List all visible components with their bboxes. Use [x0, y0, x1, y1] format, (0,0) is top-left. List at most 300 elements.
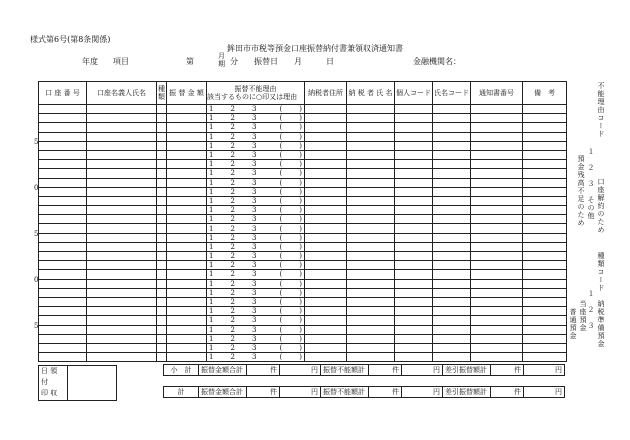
cell-taxpayer-name[interactable]: [347, 169, 395, 178]
cell-personal-code[interactable]: [395, 307, 433, 316]
cell-notice-no[interactable]: [471, 150, 523, 159]
cell-reason[interactable]: [207, 307, 305, 316]
cell-account-name[interactable]: [87, 270, 157, 279]
cell-taxpayer-address[interactable]: [305, 353, 347, 362]
cell-amount[interactable]: [167, 316, 207, 325]
cell-name-code[interactable]: [433, 261, 471, 270]
cell-taxpayer-name[interactable]: [347, 178, 395, 187]
cell-name-code[interactable]: [433, 343, 471, 352]
cell-notice-no[interactable]: [471, 169, 523, 178]
cell-remarks[interactable]: [523, 160, 567, 169]
cell-taxpayer-address[interactable]: [305, 261, 347, 270]
cell-name-code[interactable]: [433, 178, 471, 187]
cell-kind[interactable]: [157, 297, 167, 306]
cell-notice-no[interactable]: [471, 160, 523, 169]
cell-kind[interactable]: [157, 178, 167, 187]
cell-kind[interactable]: [157, 242, 167, 251]
cell-amount[interactable]: [167, 105, 207, 114]
cell-taxpayer-address[interactable]: [305, 288, 347, 297]
cell-reason[interactable]: [207, 141, 305, 150]
cell-account-name[interactable]: [87, 288, 157, 297]
cell-kind[interactable]: [157, 316, 167, 325]
cell-remarks[interactable]: [523, 114, 567, 123]
cell-account-no[interactable]: [39, 316, 87, 325]
cell-amount[interactable]: [167, 178, 207, 187]
cell-taxpayer-address[interactable]: [305, 178, 347, 187]
cell-taxpayer-address[interactable]: [305, 325, 347, 334]
cell-kind[interactable]: [157, 160, 167, 169]
cell-kind[interactable]: [157, 132, 167, 141]
cell-reason[interactable]: [207, 123, 305, 132]
cell-account-no[interactable]: [39, 187, 87, 196]
cell-amount[interactable]: [167, 114, 207, 123]
cell-kind[interactable]: [157, 105, 167, 114]
cell-personal-code[interactable]: [395, 325, 433, 334]
cell-account-no[interactable]: [39, 196, 87, 205]
cell-taxpayer-name[interactable]: [347, 325, 395, 334]
cell-reason[interactable]: [207, 261, 305, 270]
cell-amount[interactable]: [167, 297, 207, 306]
cell-taxpayer-name[interactable]: [347, 288, 395, 297]
subtotal-net-ken[interactable]: 件: [491, 365, 524, 376]
cell-remarks[interactable]: [523, 150, 567, 159]
cell-notice-no[interactable]: [471, 178, 523, 187]
cell-amount[interactable]: [167, 196, 207, 205]
cell-account-no[interactable]: [39, 233, 87, 242]
cell-notice-no[interactable]: [471, 215, 523, 224]
cell-personal-code[interactable]: [395, 343, 433, 352]
cell-personal-code[interactable]: [395, 224, 433, 233]
cell-kind[interactable]: [157, 261, 167, 270]
cell-name-code[interactable]: [433, 141, 471, 150]
cell-taxpayer-address[interactable]: [305, 252, 347, 261]
total-net-ken[interactable]: 件: [491, 387, 524, 398]
cell-notice-no[interactable]: [471, 187, 523, 196]
cell-kind[interactable]: [157, 307, 167, 316]
cell-reason[interactable]: [207, 353, 305, 362]
cell-taxpayer-address[interactable]: [305, 141, 347, 150]
cell-reason[interactable]: [207, 325, 305, 334]
cell-name-code[interactable]: [433, 334, 471, 343]
cell-account-no[interactable]: [39, 178, 87, 187]
cell-taxpayer-address[interactable]: [305, 206, 347, 215]
cell-amount[interactable]: [167, 233, 207, 242]
cell-amount[interactable]: [167, 187, 207, 196]
cell-taxpayer-name[interactable]: [347, 114, 395, 123]
cell-name-code[interactable]: [433, 242, 471, 251]
cell-account-name[interactable]: [87, 325, 157, 334]
cell-account-no[interactable]: [39, 169, 87, 178]
cell-amount[interactable]: [167, 123, 207, 132]
cell-personal-code[interactable]: [395, 252, 433, 261]
cell-amount[interactable]: [167, 141, 207, 150]
cell-reason[interactable]: [207, 288, 305, 297]
cell-kind[interactable]: [157, 233, 167, 242]
cell-amount[interactable]: [167, 270, 207, 279]
cell-account-name[interactable]: [87, 334, 157, 343]
cell-account-name[interactable]: [87, 187, 157, 196]
cell-remarks[interactable]: [523, 123, 567, 132]
cell-name-code[interactable]: [433, 252, 471, 261]
cell-personal-code[interactable]: [395, 105, 433, 114]
cell-personal-code[interactable]: [395, 270, 433, 279]
cell-notice-no[interactable]: [471, 261, 523, 270]
cell-account-name[interactable]: [87, 261, 157, 270]
cell-account-no[interactable]: [39, 297, 87, 306]
cell-name-code[interactable]: [433, 187, 471, 196]
cell-taxpayer-address[interactable]: [305, 334, 347, 343]
cell-personal-code[interactable]: [395, 141, 433, 150]
cell-reason[interactable]: [207, 279, 305, 288]
cell-account-no[interactable]: [39, 206, 87, 215]
cell-remarks[interactable]: [523, 206, 567, 215]
cell-name-code[interactable]: [433, 160, 471, 169]
cell-kind[interactable]: [157, 353, 167, 362]
cell-remarks[interactable]: [523, 105, 567, 114]
cell-taxpayer-address[interactable]: [305, 105, 347, 114]
cell-account-name[interactable]: [87, 233, 157, 242]
cell-kind[interactable]: [157, 252, 167, 261]
cell-personal-code[interactable]: [395, 187, 433, 196]
cell-taxpayer-name[interactable]: [347, 105, 395, 114]
total-fail-ken[interactable]: 件: [369, 387, 402, 398]
cell-kind[interactable]: [157, 224, 167, 233]
cell-amount[interactable]: [167, 288, 207, 297]
total-amount-ken[interactable]: 件: [247, 387, 280, 398]
cell-notice-no[interactable]: [471, 132, 523, 141]
cell-remarks[interactable]: [523, 242, 567, 251]
cell-account-name[interactable]: [87, 343, 157, 352]
cell-amount[interactable]: [167, 325, 207, 334]
cell-kind[interactable]: [157, 206, 167, 215]
cell-account-no[interactable]: [39, 123, 87, 132]
cell-taxpayer-address[interactable]: [305, 150, 347, 159]
cell-taxpayer-name[interactable]: [347, 297, 395, 306]
cell-remarks[interactable]: [523, 353, 567, 362]
cell-taxpayer-address[interactable]: [305, 343, 347, 352]
cell-name-code[interactable]: [433, 105, 471, 114]
cell-personal-code[interactable]: [395, 160, 433, 169]
cell-notice-no[interactable]: [471, 196, 523, 205]
cell-reason[interactable]: [207, 206, 305, 215]
cell-reason[interactable]: [207, 132, 305, 141]
cell-amount[interactable]: [167, 132, 207, 141]
cell-taxpayer-address[interactable]: [305, 169, 347, 178]
cell-account-name[interactable]: [87, 307, 157, 316]
cell-kind[interactable]: [157, 343, 167, 352]
cell-remarks[interactable]: [523, 141, 567, 150]
cell-notice-no[interactable]: [471, 297, 523, 306]
cell-taxpayer-name[interactable]: [347, 206, 395, 215]
cell-amount[interactable]: [167, 279, 207, 288]
cell-kind[interactable]: [157, 150, 167, 159]
subtotal-amount-yen[interactable]: 円: [280, 365, 321, 376]
cell-kind[interactable]: [157, 270, 167, 279]
cell-personal-code[interactable]: [395, 279, 433, 288]
cell-taxpayer-address[interactable]: [305, 307, 347, 316]
cell-remarks[interactable]: [523, 316, 567, 325]
cell-taxpayer-address[interactable]: [305, 187, 347, 196]
cell-personal-code[interactable]: [395, 233, 433, 242]
cell-account-name[interactable]: [87, 196, 157, 205]
total-net-yen[interactable]: 円: [524, 387, 565, 398]
cell-taxpayer-name[interactable]: [347, 353, 395, 362]
cell-account-no[interactable]: [39, 114, 87, 123]
cell-amount[interactable]: [167, 169, 207, 178]
cell-name-code[interactable]: [433, 270, 471, 279]
cell-account-name[interactable]: [87, 206, 157, 215]
cell-kind[interactable]: [157, 215, 167, 224]
cell-remarks[interactable]: [523, 132, 567, 141]
cell-personal-code[interactable]: [395, 215, 433, 224]
cell-amount[interactable]: [167, 334, 207, 343]
cell-account-no[interactable]: [39, 252, 87, 261]
cell-remarks[interactable]: [523, 215, 567, 224]
cell-account-name[interactable]: [87, 242, 157, 251]
cell-notice-no[interactable]: [471, 141, 523, 150]
cell-account-no[interactable]: [39, 261, 87, 270]
cell-personal-code[interactable]: [395, 178, 433, 187]
cell-reason[interactable]: [207, 187, 305, 196]
cell-amount[interactable]: [167, 206, 207, 215]
cell-notice-no[interactable]: [471, 224, 523, 233]
cell-taxpayer-name[interactable]: [347, 334, 395, 343]
cell-account-no[interactable]: [39, 215, 87, 224]
cell-taxpayer-name[interactable]: [347, 132, 395, 141]
cell-account-no[interactable]: [39, 334, 87, 343]
cell-account-name[interactable]: [87, 252, 157, 261]
cell-name-code[interactable]: [433, 169, 471, 178]
cell-account-name[interactable]: [87, 160, 157, 169]
cell-account-no[interactable]: [39, 270, 87, 279]
cell-kind[interactable]: [157, 196, 167, 205]
cell-taxpayer-address[interactable]: [305, 114, 347, 123]
cell-remarks[interactable]: [523, 178, 567, 187]
cell-reason[interactable]: [207, 233, 305, 242]
cell-account-no[interactable]: [39, 325, 87, 334]
cell-notice-no[interactable]: [471, 343, 523, 352]
cell-account-no[interactable]: [39, 224, 87, 233]
subtotal-amount-ken[interactable]: 件: [247, 365, 280, 376]
cell-account-no[interactable]: [39, 288, 87, 297]
cell-reason[interactable]: [207, 242, 305, 251]
cell-notice-no[interactable]: [471, 334, 523, 343]
cell-notice-no[interactable]: [471, 270, 523, 279]
cell-taxpayer-name[interactable]: [347, 141, 395, 150]
cell-reason[interactable]: [207, 215, 305, 224]
cell-remarks[interactable]: [523, 297, 567, 306]
cell-amount[interactable]: [167, 160, 207, 169]
cell-taxpayer-address[interactable]: [305, 123, 347, 132]
cell-name-code[interactable]: [433, 215, 471, 224]
cell-notice-no[interactable]: [471, 279, 523, 288]
cell-remarks[interactable]: [523, 187, 567, 196]
cell-name-code[interactable]: [433, 123, 471, 132]
cell-personal-code[interactable]: [395, 169, 433, 178]
cell-name-code[interactable]: [433, 316, 471, 325]
cell-reason[interactable]: [207, 169, 305, 178]
cell-personal-code[interactable]: [395, 206, 433, 215]
cell-name-code[interactable]: [433, 224, 471, 233]
cell-account-no[interactable]: [39, 242, 87, 251]
cell-remarks[interactable]: [523, 261, 567, 270]
cell-amount[interactable]: [167, 307, 207, 316]
cell-kind[interactable]: [157, 114, 167, 123]
cell-notice-no[interactable]: [471, 325, 523, 334]
total-fail-yen[interactable]: 円: [402, 387, 443, 398]
cell-remarks[interactable]: [523, 325, 567, 334]
cell-account-no[interactable]: [39, 279, 87, 288]
cell-amount[interactable]: [167, 353, 207, 362]
cell-account-name[interactable]: [87, 141, 157, 150]
cell-taxpayer-address[interactable]: [305, 160, 347, 169]
cell-taxpayer-name[interactable]: [347, 215, 395, 224]
cell-remarks[interactable]: [523, 233, 567, 242]
cell-personal-code[interactable]: [395, 316, 433, 325]
cell-amount[interactable]: [167, 252, 207, 261]
cell-taxpayer-address[interactable]: [305, 132, 347, 141]
cell-taxpayer-address[interactable]: [305, 196, 347, 205]
cell-personal-code[interactable]: [395, 123, 433, 132]
cell-reason[interactable]: [207, 334, 305, 343]
cell-personal-code[interactable]: [395, 196, 433, 205]
cell-remarks[interactable]: [523, 343, 567, 352]
cell-kind[interactable]: [157, 123, 167, 132]
cell-notice-no[interactable]: [471, 233, 523, 242]
cell-account-name[interactable]: [87, 114, 157, 123]
cell-remarks[interactable]: [523, 279, 567, 288]
cell-notice-no[interactable]: [471, 114, 523, 123]
cell-account-name[interactable]: [87, 178, 157, 187]
cell-personal-code[interactable]: [395, 242, 433, 251]
cell-personal-code[interactable]: [395, 297, 433, 306]
cell-personal-code[interactable]: [395, 150, 433, 159]
cell-account-no[interactable]: [39, 307, 87, 316]
cell-name-code[interactable]: [433, 353, 471, 362]
cell-reason[interactable]: [207, 252, 305, 261]
cell-taxpayer-name[interactable]: [347, 270, 395, 279]
cell-reason[interactable]: [207, 224, 305, 233]
cell-taxpayer-name[interactable]: [347, 252, 395, 261]
cell-amount[interactable]: [167, 215, 207, 224]
cell-account-name[interactable]: [87, 150, 157, 159]
cell-reason[interactable]: [207, 150, 305, 159]
cell-notice-no[interactable]: [471, 105, 523, 114]
cell-reason[interactable]: [207, 114, 305, 123]
cell-taxpayer-name[interactable]: [347, 224, 395, 233]
cell-notice-no[interactable]: [471, 316, 523, 325]
cell-reason[interactable]: [207, 178, 305, 187]
cell-name-code[interactable]: [433, 297, 471, 306]
cell-reason[interactable]: [207, 343, 305, 352]
cell-account-name[interactable]: [87, 123, 157, 132]
cell-taxpayer-name[interactable]: [347, 160, 395, 169]
cell-taxpayer-address[interactable]: [305, 297, 347, 306]
cell-remarks[interactable]: [523, 307, 567, 316]
cell-reason[interactable]: [207, 270, 305, 279]
cell-reason[interactable]: [207, 196, 305, 205]
cell-personal-code[interactable]: [395, 261, 433, 270]
cell-name-code[interactable]: [433, 325, 471, 334]
cell-personal-code[interactable]: [395, 114, 433, 123]
cell-remarks[interactable]: [523, 252, 567, 261]
cell-kind[interactable]: [157, 288, 167, 297]
cell-account-no[interactable]: [39, 160, 87, 169]
cell-kind[interactable]: [157, 169, 167, 178]
cell-account-name[interactable]: [87, 169, 157, 178]
cell-reason[interactable]: [207, 297, 305, 306]
cell-taxpayer-address[interactable]: [305, 224, 347, 233]
cell-remarks[interactable]: [523, 334, 567, 343]
cell-personal-code[interactable]: [395, 288, 433, 297]
cell-personal-code[interactable]: [395, 132, 433, 141]
cell-taxpayer-name[interactable]: [347, 123, 395, 132]
cell-account-name[interactable]: [87, 132, 157, 141]
cell-taxpayer-name[interactable]: [347, 343, 395, 352]
cell-personal-code[interactable]: [395, 334, 433, 343]
cell-notice-no[interactable]: [471, 252, 523, 261]
cell-personal-code[interactable]: [395, 353, 433, 362]
cell-kind[interactable]: [157, 141, 167, 150]
cell-kind[interactable]: [157, 334, 167, 343]
cell-account-name[interactable]: [87, 224, 157, 233]
cell-taxpayer-address[interactable]: [305, 316, 347, 325]
cell-account-no[interactable]: [39, 141, 87, 150]
cell-name-code[interactable]: [433, 233, 471, 242]
cell-name-code[interactable]: [433, 150, 471, 159]
cell-account-no[interactable]: [39, 132, 87, 141]
cell-taxpayer-name[interactable]: [347, 233, 395, 242]
cell-amount[interactable]: [167, 343, 207, 352]
cell-notice-no[interactable]: [471, 242, 523, 251]
cell-taxpayer-name[interactable]: [347, 187, 395, 196]
cell-taxpayer-name[interactable]: [347, 242, 395, 251]
total-amount-yen[interactable]: 円: [280, 387, 321, 398]
cell-amount[interactable]: [167, 261, 207, 270]
cell-reason[interactable]: [207, 105, 305, 114]
cell-amount[interactable]: [167, 150, 207, 159]
cell-name-code[interactable]: [433, 132, 471, 141]
cell-account-no[interactable]: [39, 150, 87, 159]
cell-remarks[interactable]: [523, 288, 567, 297]
receipt-stamp-area[interactable]: [68, 366, 117, 401]
cell-reason[interactable]: [207, 160, 305, 169]
cell-taxpayer-name[interactable]: [347, 150, 395, 159]
cell-taxpayer-address[interactable]: [305, 233, 347, 242]
cell-reason[interactable]: [207, 316, 305, 325]
cell-kind[interactable]: [157, 325, 167, 334]
cell-amount[interactable]: [167, 242, 207, 251]
cell-taxpayer-address[interactable]: [305, 215, 347, 224]
cell-account-no[interactable]: [39, 343, 87, 352]
cell-account-name[interactable]: [87, 316, 157, 325]
cell-remarks[interactable]: [523, 196, 567, 205]
cell-account-name[interactable]: [87, 353, 157, 362]
cell-taxpayer-address[interactable]: [305, 270, 347, 279]
cell-account-no[interactable]: [39, 353, 87, 362]
cell-remarks[interactable]: [523, 224, 567, 233]
cell-notice-no[interactable]: [471, 307, 523, 316]
subtotal-net-yen[interactable]: 円: [524, 365, 565, 376]
cell-account-no[interactable]: [39, 105, 87, 114]
cell-name-code[interactable]: [433, 279, 471, 288]
subtotal-fail-yen[interactable]: 円: [402, 365, 443, 376]
cell-name-code[interactable]: [433, 196, 471, 205]
cell-remarks[interactable]: [523, 169, 567, 178]
cell-account-name[interactable]: [87, 279, 157, 288]
cell-account-name[interactable]: [87, 297, 157, 306]
cell-account-name[interactable]: [87, 215, 157, 224]
